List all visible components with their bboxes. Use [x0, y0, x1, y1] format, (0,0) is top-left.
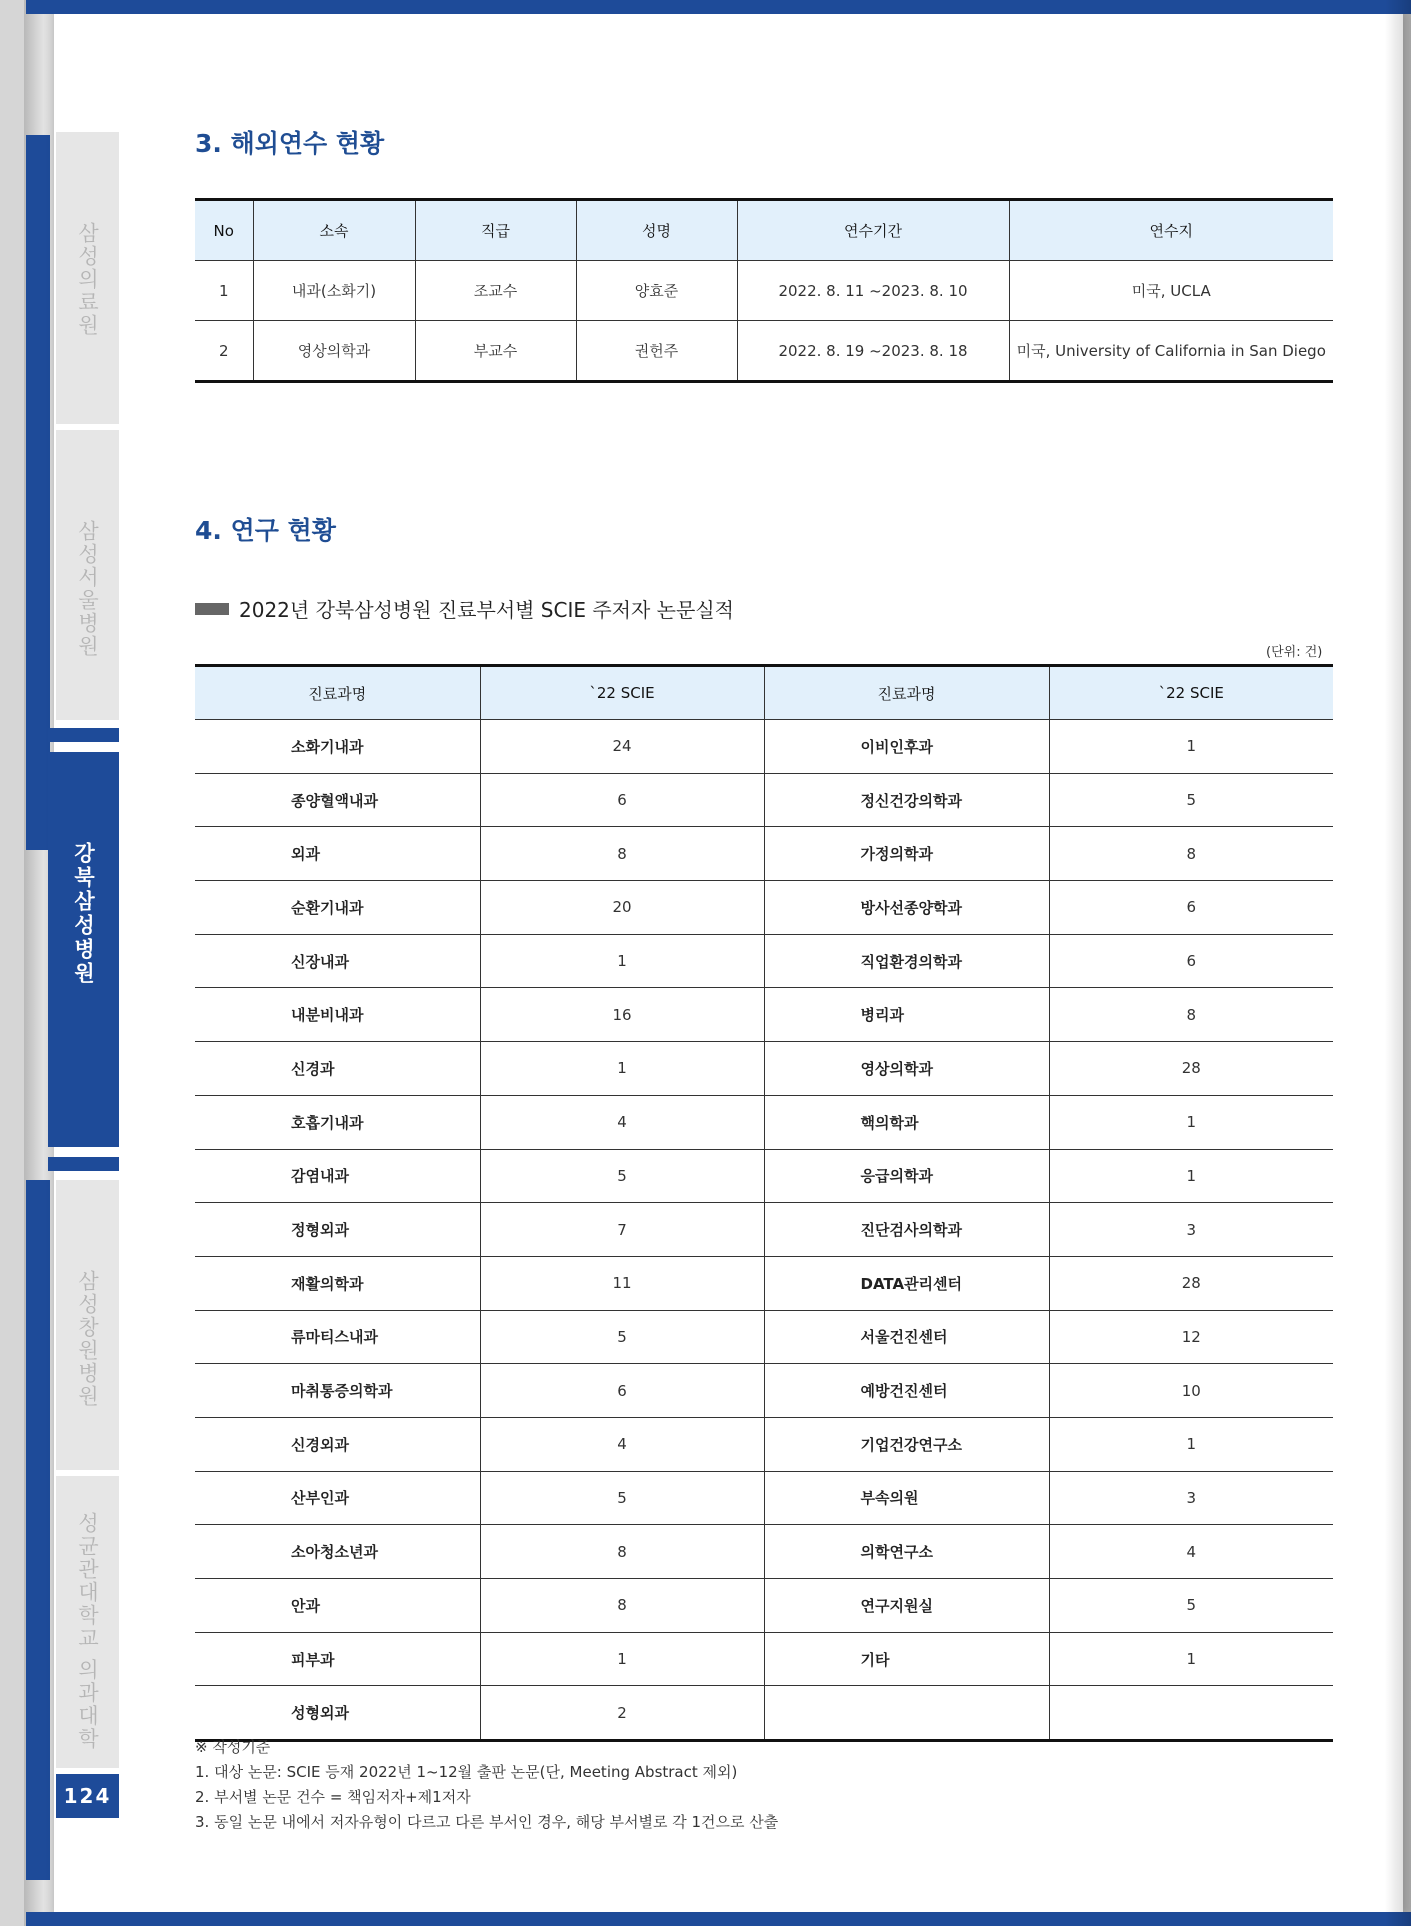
table-row — [195, 1149, 1333, 1203]
side-tab-label: 삼성창원병원 — [75, 1270, 100, 1408]
table-cell: 양효준 — [576, 261, 737, 321]
count-cell: 2 — [480, 1686, 764, 1741]
count-cell: 8 — [1049, 988, 1333, 1042]
department-cell: 호흡기내과 — [195, 1095, 480, 1149]
spine-stripe — [26, 430, 50, 850]
count-cell: 24 — [480, 720, 764, 774]
side-tab-label: 강북삼성병원 — [71, 842, 96, 986]
column-header: 연수지 — [1009, 200, 1333, 261]
side-tab-label: 삼성서울병원 — [75, 520, 100, 658]
table-row — [195, 1364, 1333, 1418]
count-cell: 1 — [480, 1042, 764, 1096]
column-header: 진료과명 — [764, 666, 1049, 720]
table-cell: 내과(소화기) — [253, 261, 415, 321]
table-cell: 2022. 8. 11 ~2023. 8. 10 — [737, 261, 1009, 321]
column-header: No — [195, 200, 253, 261]
department-cell: 병리과 — [764, 988, 1049, 1042]
bottom-rule — [26, 1912, 1411, 1926]
table-cell: 2 — [218, 341, 229, 360]
count-cell: 1 — [1049, 720, 1333, 774]
count-cell: 1 — [1049, 1149, 1333, 1203]
table-row — [195, 988, 1333, 1042]
department-cell: 예방건진센터 — [764, 1364, 1049, 1418]
side-tab-label: 삼성의료원 — [75, 222, 100, 337]
column-header: 직급 — [415, 200, 576, 261]
table-row — [195, 881, 1333, 935]
count-cell: 6 — [480, 1364, 764, 1418]
department-cell: DATA관리센터 — [764, 1256, 1049, 1310]
column-header: 소속 — [253, 200, 415, 261]
side-tab-kangbuk-samsung[interactable] — [48, 752, 119, 1147]
department-cell: 외과 — [195, 827, 480, 881]
side-tab-samsung-medical[interactable] — [56, 132, 119, 424]
count-cell: 11 — [480, 1256, 764, 1310]
column-header: `22 SCIE — [480, 666, 764, 720]
column-header: 진료과명 — [195, 666, 480, 720]
count-cell: 1 — [480, 934, 764, 988]
count-cell: 10 — [1049, 1364, 1333, 1418]
table-row — [195, 261, 1333, 321]
department-cell: 부속의원 — [764, 1471, 1049, 1525]
table-header-row — [195, 666, 1333, 720]
count-cell — [1049, 1686, 1333, 1741]
table-row — [195, 827, 1333, 881]
count-cell: 1 — [1049, 1095, 1333, 1149]
department-cell: 성형외과 — [291, 1704, 349, 1723]
department-cell: 소아청소년과 — [195, 1525, 480, 1579]
department-cell: 가정의학과 — [764, 827, 1049, 881]
count-cell: 8 — [1049, 827, 1333, 881]
count-cell: 8 — [480, 1579, 764, 1633]
count-cell: 8 — [480, 1525, 764, 1579]
table-row — [195, 1310, 1333, 1364]
table-cell: 미국, University of California in San Diego — [1009, 321, 1333, 382]
caption-text: 2022년 강북삼성병원 진료부서별 SCIE 주저자 논문실적 — [239, 598, 734, 622]
department-cell: 직업환경의학과 — [764, 934, 1049, 988]
count-cell: 6 — [1049, 934, 1333, 988]
column-header: 성명 — [576, 200, 737, 261]
table-cell: 부교수 — [415, 321, 576, 382]
column-header: `22 SCIE — [1049, 666, 1333, 720]
table-row — [195, 1632, 1333, 1686]
department-cell: 신경과 — [195, 1042, 480, 1096]
footnote-line: 3. 동일 논문 내에서 저자유형이 다르고 다른 부서인 경우, 해당 부서별로 각 1건으로 산출 — [195, 1813, 779, 1831]
count-cell: 7 — [480, 1203, 764, 1257]
department-cell: 기타 — [764, 1632, 1049, 1686]
table-cell: 권헌주 — [576, 321, 737, 382]
department-cell: 서울건진센터 — [764, 1310, 1049, 1364]
department-cell: 정형외과 — [195, 1203, 480, 1257]
table-row — [195, 720, 1333, 774]
side-tab-samsung-seoul[interactable] — [56, 430, 119, 720]
department-cell: 기업건강연구소 — [764, 1417, 1049, 1471]
footnote-line: 1. 대상 논문: SCIE 등재 2022년 1~12월 출판 논문(단, Meeting Abstract 제외) — [195, 1763, 738, 1781]
department-cell: 내분비내과 — [195, 988, 480, 1042]
department-cell: 감염내과 — [195, 1149, 480, 1203]
top-rule — [26, 0, 1411, 14]
section-3-title: 3. 해외연수 현황 — [195, 129, 385, 158]
department-cell: 마취통증의학과 — [195, 1364, 480, 1418]
count-cell: 5 — [480, 1471, 764, 1525]
department-cell: 신장내과 — [195, 934, 480, 988]
scie-papers-table — [195, 664, 1333, 1742]
department-cell: 이비인후과 — [764, 720, 1049, 774]
spine-stripe — [26, 135, 50, 435]
department-cell: 류마티스내과 — [195, 1310, 480, 1364]
department-cell: 안과 — [195, 1579, 480, 1633]
department-cell: 순환기내과 — [195, 881, 480, 935]
table-row — [195, 773, 1333, 827]
overseas-training-table — [195, 198, 1333, 383]
department-cell: 연구지원실 — [764, 1579, 1049, 1633]
department-cell: 신경외과 — [195, 1417, 480, 1471]
count-cell: 16 — [480, 988, 764, 1042]
department-cell: 영상의학과 — [764, 1042, 1049, 1096]
table-row — [195, 1203, 1333, 1257]
count-cell: 8 — [480, 827, 764, 881]
count-cell: 28 — [1049, 1256, 1333, 1310]
table-row — [195, 1525, 1333, 1579]
section-4-title: 4. 연구 현황 — [195, 516, 336, 545]
table-cell: 영상의학과 — [253, 321, 415, 382]
side-tab-label: 성균관대학교 의과대학 — [75, 1512, 100, 1751]
department-cell: 의학연구소 — [764, 1525, 1049, 1579]
count-cell: 5 — [1049, 1579, 1333, 1633]
table-header-row — [195, 200, 1333, 261]
side-tab-samsung-changwon[interactable] — [56, 1180, 119, 1470]
department-cell: 진단검사의학과 — [764, 1203, 1049, 1257]
count-cell: 28 — [1049, 1042, 1333, 1096]
column-header: 연수기간 — [737, 200, 1009, 261]
table-row — [195, 1686, 1333, 1741]
table-row — [195, 1256, 1333, 1310]
department-cell: 산부인과 — [195, 1471, 480, 1525]
footnotes — [195, 1735, 778, 1835]
table-cell: 1 — [195, 261, 253, 321]
count-cell: 6 — [480, 773, 764, 827]
department-cell: 핵의학과 — [764, 1095, 1049, 1149]
table-row — [195, 1417, 1333, 1471]
count-cell: 3 — [1049, 1203, 1333, 1257]
count-cell: 5 — [480, 1310, 764, 1364]
table-row — [195, 1042, 1333, 1096]
department-cell: 정신건강의학과 — [764, 773, 1049, 827]
table-cell: 2022. 8. 19 ~2023. 8. 18 — [737, 321, 1009, 382]
page-shadow — [1385, 0, 1411, 1926]
footnote-line: ※ 작성기준 — [195, 1738, 271, 1756]
department-cell: 피부과 — [195, 1632, 480, 1686]
table-row — [195, 1579, 1333, 1633]
spine-stripe — [26, 1180, 50, 1880]
table-caption — [195, 594, 734, 623]
department-cell: 응급의학과 — [764, 1149, 1049, 1203]
table-cell: 미국, UCLA — [1009, 261, 1333, 321]
count-cell: 4 — [480, 1417, 764, 1471]
count-cell: 6 — [1049, 881, 1333, 935]
department-cell: 방사선종양학과 — [764, 881, 1049, 935]
table-row — [195, 1471, 1333, 1525]
department-cell: 종양혈액내과 — [195, 773, 480, 827]
department-cell: 소화기내과 — [195, 720, 480, 774]
count-cell: 5 — [480, 1149, 764, 1203]
table-row — [195, 321, 1333, 382]
count-cell: 5 — [1049, 773, 1333, 827]
count-cell: 4 — [1049, 1525, 1333, 1579]
footnote-line: 2. 부서별 논문 건수 = 책임저자+제1저자 — [195, 1788, 471, 1806]
table-row — [195, 934, 1333, 988]
count-cell: 12 — [1049, 1310, 1333, 1364]
count-cell: 1 — [1049, 1632, 1333, 1686]
count-cell: 20 — [480, 881, 764, 935]
count-cell: 3 — [1049, 1471, 1333, 1525]
side-tab-skku-medicine[interactable] — [56, 1476, 119, 1768]
table-cell: 조교수 — [415, 261, 576, 321]
count-cell: 1 — [1049, 1417, 1333, 1471]
unit-label: (단위: 건) — [1266, 645, 1323, 660]
count-cell: 1 — [480, 1632, 764, 1686]
department-cell: 재활의학과 — [195, 1256, 480, 1310]
count-cell: 4 — [480, 1095, 764, 1149]
table-row — [195, 1095, 1333, 1149]
department-cell — [764, 1686, 1049, 1741]
caption-bar-marker — [195, 603, 229, 615]
page-number: 124 — [56, 1774, 119, 1818]
